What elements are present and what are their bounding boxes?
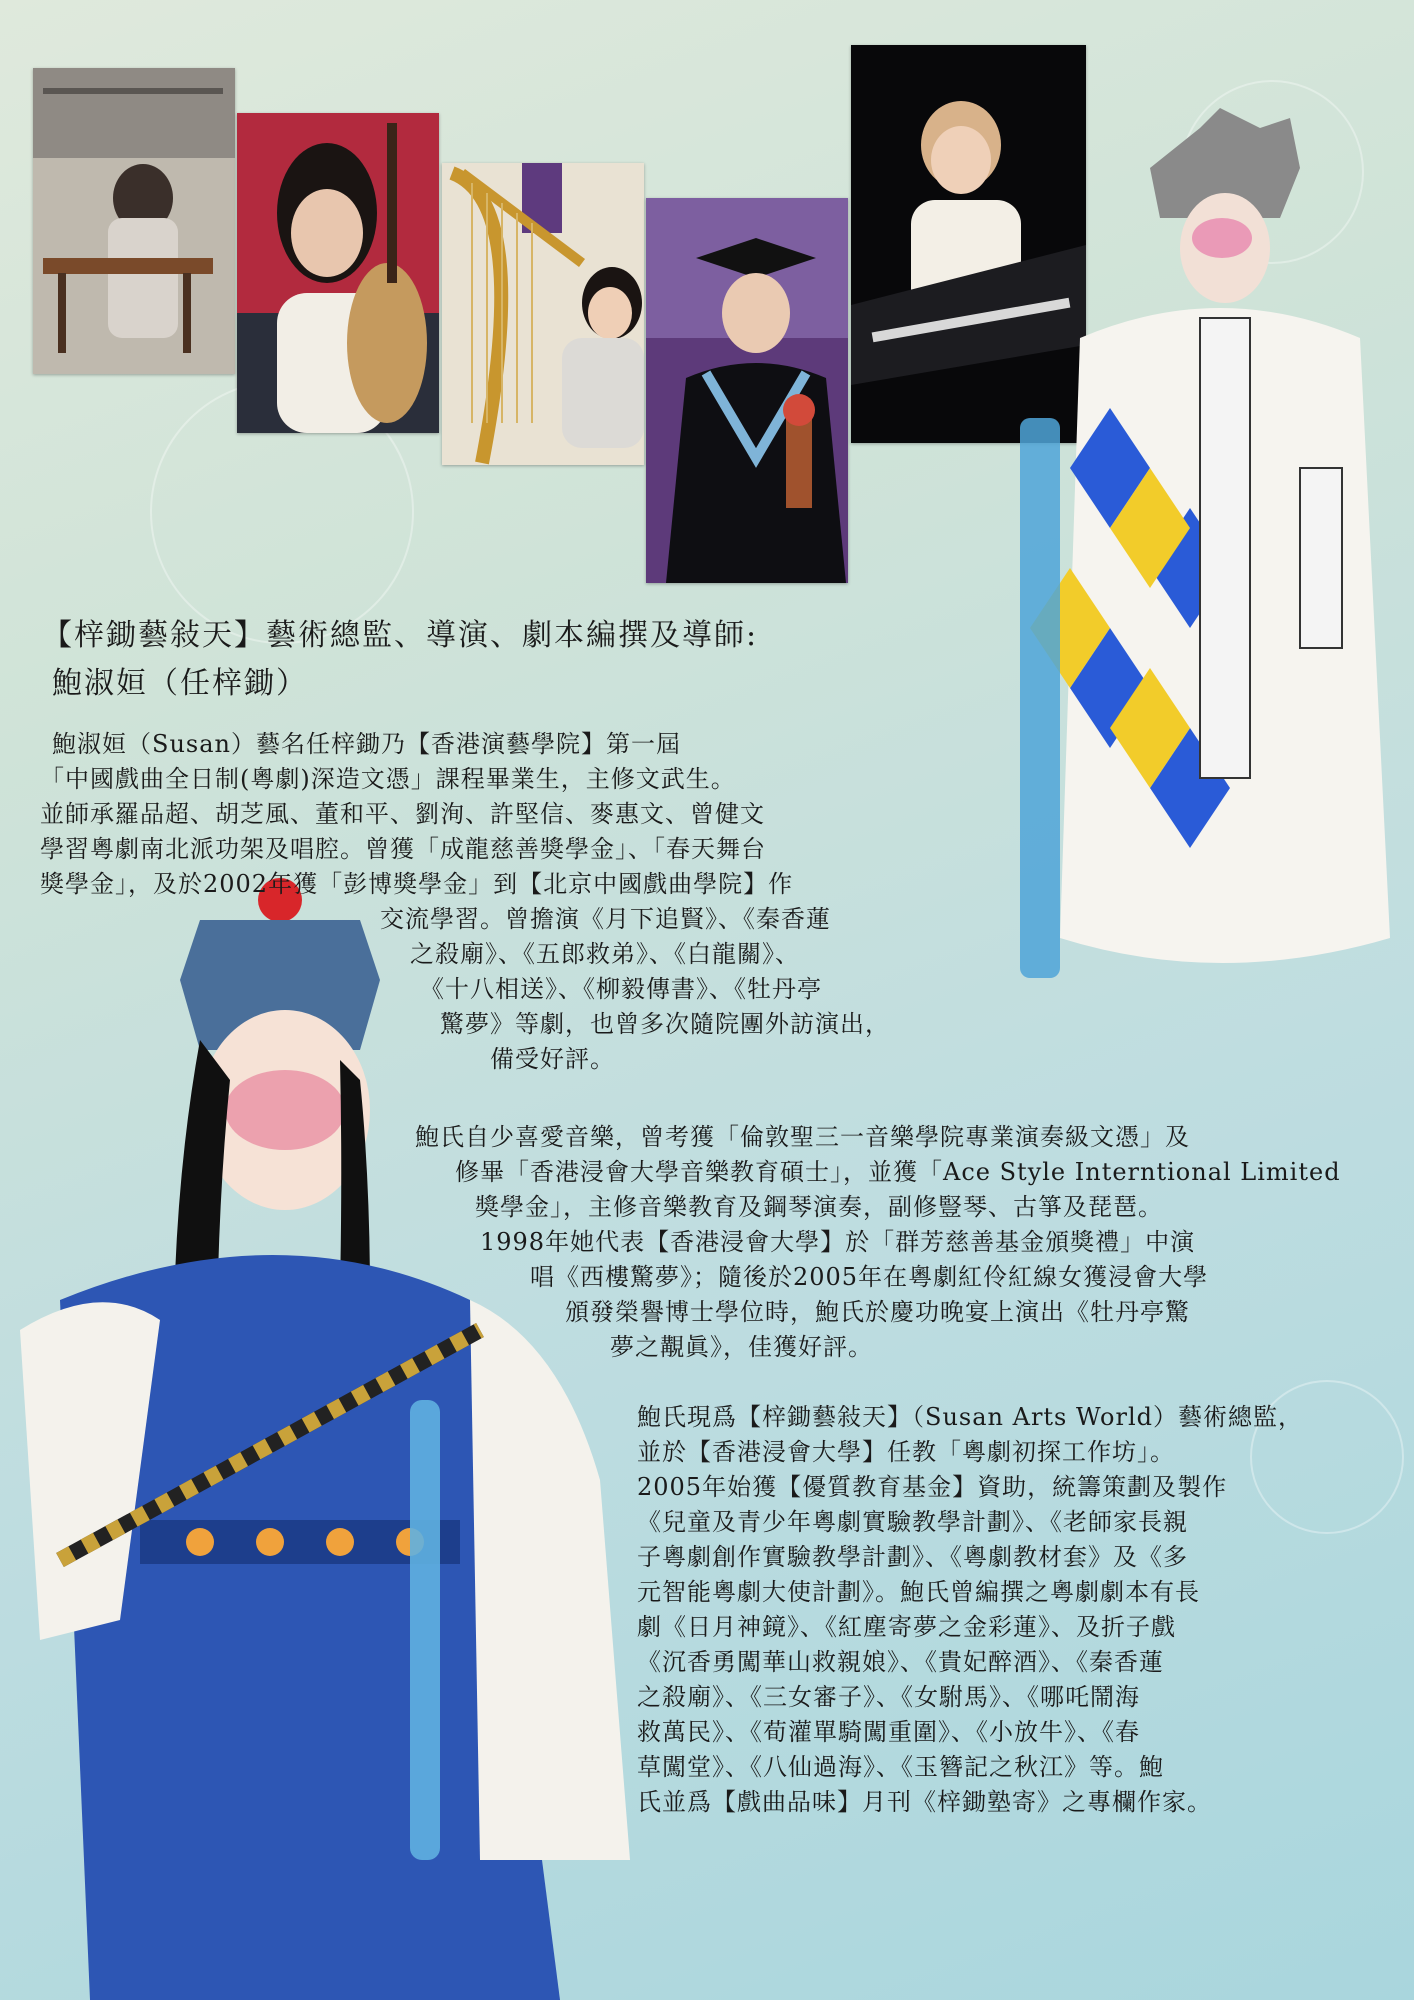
person-playing-guzheng-icon bbox=[33, 68, 235, 374]
page-heading bbox=[42, 612, 758, 708]
text-line: 備受好評。 bbox=[490, 1045, 615, 1073]
person-playing-harp-icon bbox=[442, 163, 644, 465]
text-line: 2005年始獲【優質教育基金】資助，統籌策劃及製作 bbox=[637, 1473, 1228, 1501]
text-line: 並師承羅品超、胡芝風、董和平、劉洵、許堅信、麥惠文、曾健文 bbox=[40, 800, 765, 828]
text-line: 之殺廟》、《三女審子》、《女駙馬》、《哪吒鬧海 bbox=[637, 1683, 1140, 1711]
text-line: 交流學習。曾擔演《月下追賢》、《秦香蓮 bbox=[380, 905, 831, 933]
heading-line-2: 鮑淑姮（任梓鋤） bbox=[52, 666, 308, 701]
biography-paragraph-2 bbox=[415, 1120, 1341, 1365]
opera-performer-top-right bbox=[960, 108, 1410, 1043]
heading-line-1: 【梓鋤藝敍天】藝術總監、導演、劇本編撰及導師: bbox=[42, 618, 759, 653]
pipa-photo bbox=[237, 113, 439, 433]
text-line: 並於【香港浸會大學】任教「粵劇初探工作坊」。 bbox=[637, 1438, 1175, 1466]
text-line: 鮑淑姮（Susan）藝名任梓鋤乃【香港演藝學院】第一屆 bbox=[52, 730, 681, 758]
biography-paragraph-1-continued bbox=[380, 902, 890, 1077]
harp-photo bbox=[442, 163, 644, 465]
biography-paragraph-3 bbox=[637, 1400, 1303, 1820]
text-line: 夢之覯眞》，佳獲好評。 bbox=[610, 1333, 873, 1361]
graduate-with-flowers-icon bbox=[646, 198, 848, 583]
biography-paragraph-1 bbox=[40, 727, 793, 902]
text-line: 獎學金」，及於2002年獲「彭博獎學金」到【北京中國戲曲學院】作 bbox=[40, 870, 794, 898]
text-line: 鮑氏現爲【梓鋤藝敍天】（Susan Arts World）藝術總監， bbox=[637, 1403, 1304, 1431]
text-line: 1998年她代表【香港浸會大學】於「群芳慈善基金頒獎禮」中演 bbox=[480, 1228, 1196, 1256]
text-line: 獎學金」，主修音樂教育及鋼琴演奏，副修豎琴、古箏及琵琶。 bbox=[475, 1193, 1163, 1221]
text-line: 子粵劇創作實驗教學計劃》、《粵劇教材套》及《多 bbox=[637, 1543, 1188, 1571]
text-line: 元智能粵劇大使計劃》。鮑氏曾編撰之粵劇劇本有長 bbox=[637, 1578, 1200, 1606]
text-line: 頒發榮譽博士學位時，鮑氏於慶功晚宴上演出《牡丹亭驚 bbox=[565, 1298, 1190, 1326]
text-line: 驚夢》等劇，也曾多次隨院團外訪演出， bbox=[440, 1010, 890, 1038]
opera-performer-icon bbox=[960, 108, 1410, 1043]
text-line: 修畢「香港浸會大學音樂教育碩士」，並獲「Ace Style Interntional Limited bbox=[455, 1158, 1341, 1186]
text-line: 《兒童及青少年粵劇實驗教學計劃》、《老師家長親 bbox=[637, 1508, 1188, 1536]
text-line: 救萬民》、《荀灌單騎闖重圍》、《小放牛》、《春 bbox=[637, 1718, 1140, 1746]
text-line: 劇《日月神鏡》、《紅塵寄夢之金彩蓮》、及折子戲 bbox=[637, 1613, 1176, 1641]
text-line: 氏並爲【戲曲品味】月刊《梓鋤塾寄》之專欄作家。 bbox=[637, 1788, 1212, 1816]
graduation-photo bbox=[646, 198, 848, 583]
guzheng-photo bbox=[33, 68, 235, 374]
person-playing-pipa-icon bbox=[237, 113, 439, 433]
text-line: 《十八相送》、《柳毅傳書》、《牡丹亭 bbox=[420, 975, 822, 1003]
text-line: 唱《西樓驚夢》；隨後於2005年在粵劇紅伶紅線女獲浸會大學 bbox=[530, 1263, 1209, 1291]
text-line: 鮑氏自少喜愛音樂，曾考獲「倫敦聖三一音樂學院專業演奏級文憑」及 bbox=[415, 1123, 1190, 1151]
text-line: 草闖堂》、《八仙過海》、《玉簪記之秋江》等。鮑 bbox=[637, 1753, 1164, 1781]
text-line: 學習粵劇南北派功架及唱腔。曾獲「成龍慈善獎學金」、「春天舞台 bbox=[40, 835, 766, 863]
text-line: 之殺廟》、《五郎救弟》、《白龍關》、 bbox=[410, 940, 800, 968]
text-line: 《沉香勇闖華山救親娘》、《貴妃醉酒》、《秦香蓮 bbox=[637, 1648, 1164, 1676]
text-line: 「中國戲曲全日制(粵劇)深造文憑」課程畢業生，主修文武生。 bbox=[40, 765, 736, 793]
